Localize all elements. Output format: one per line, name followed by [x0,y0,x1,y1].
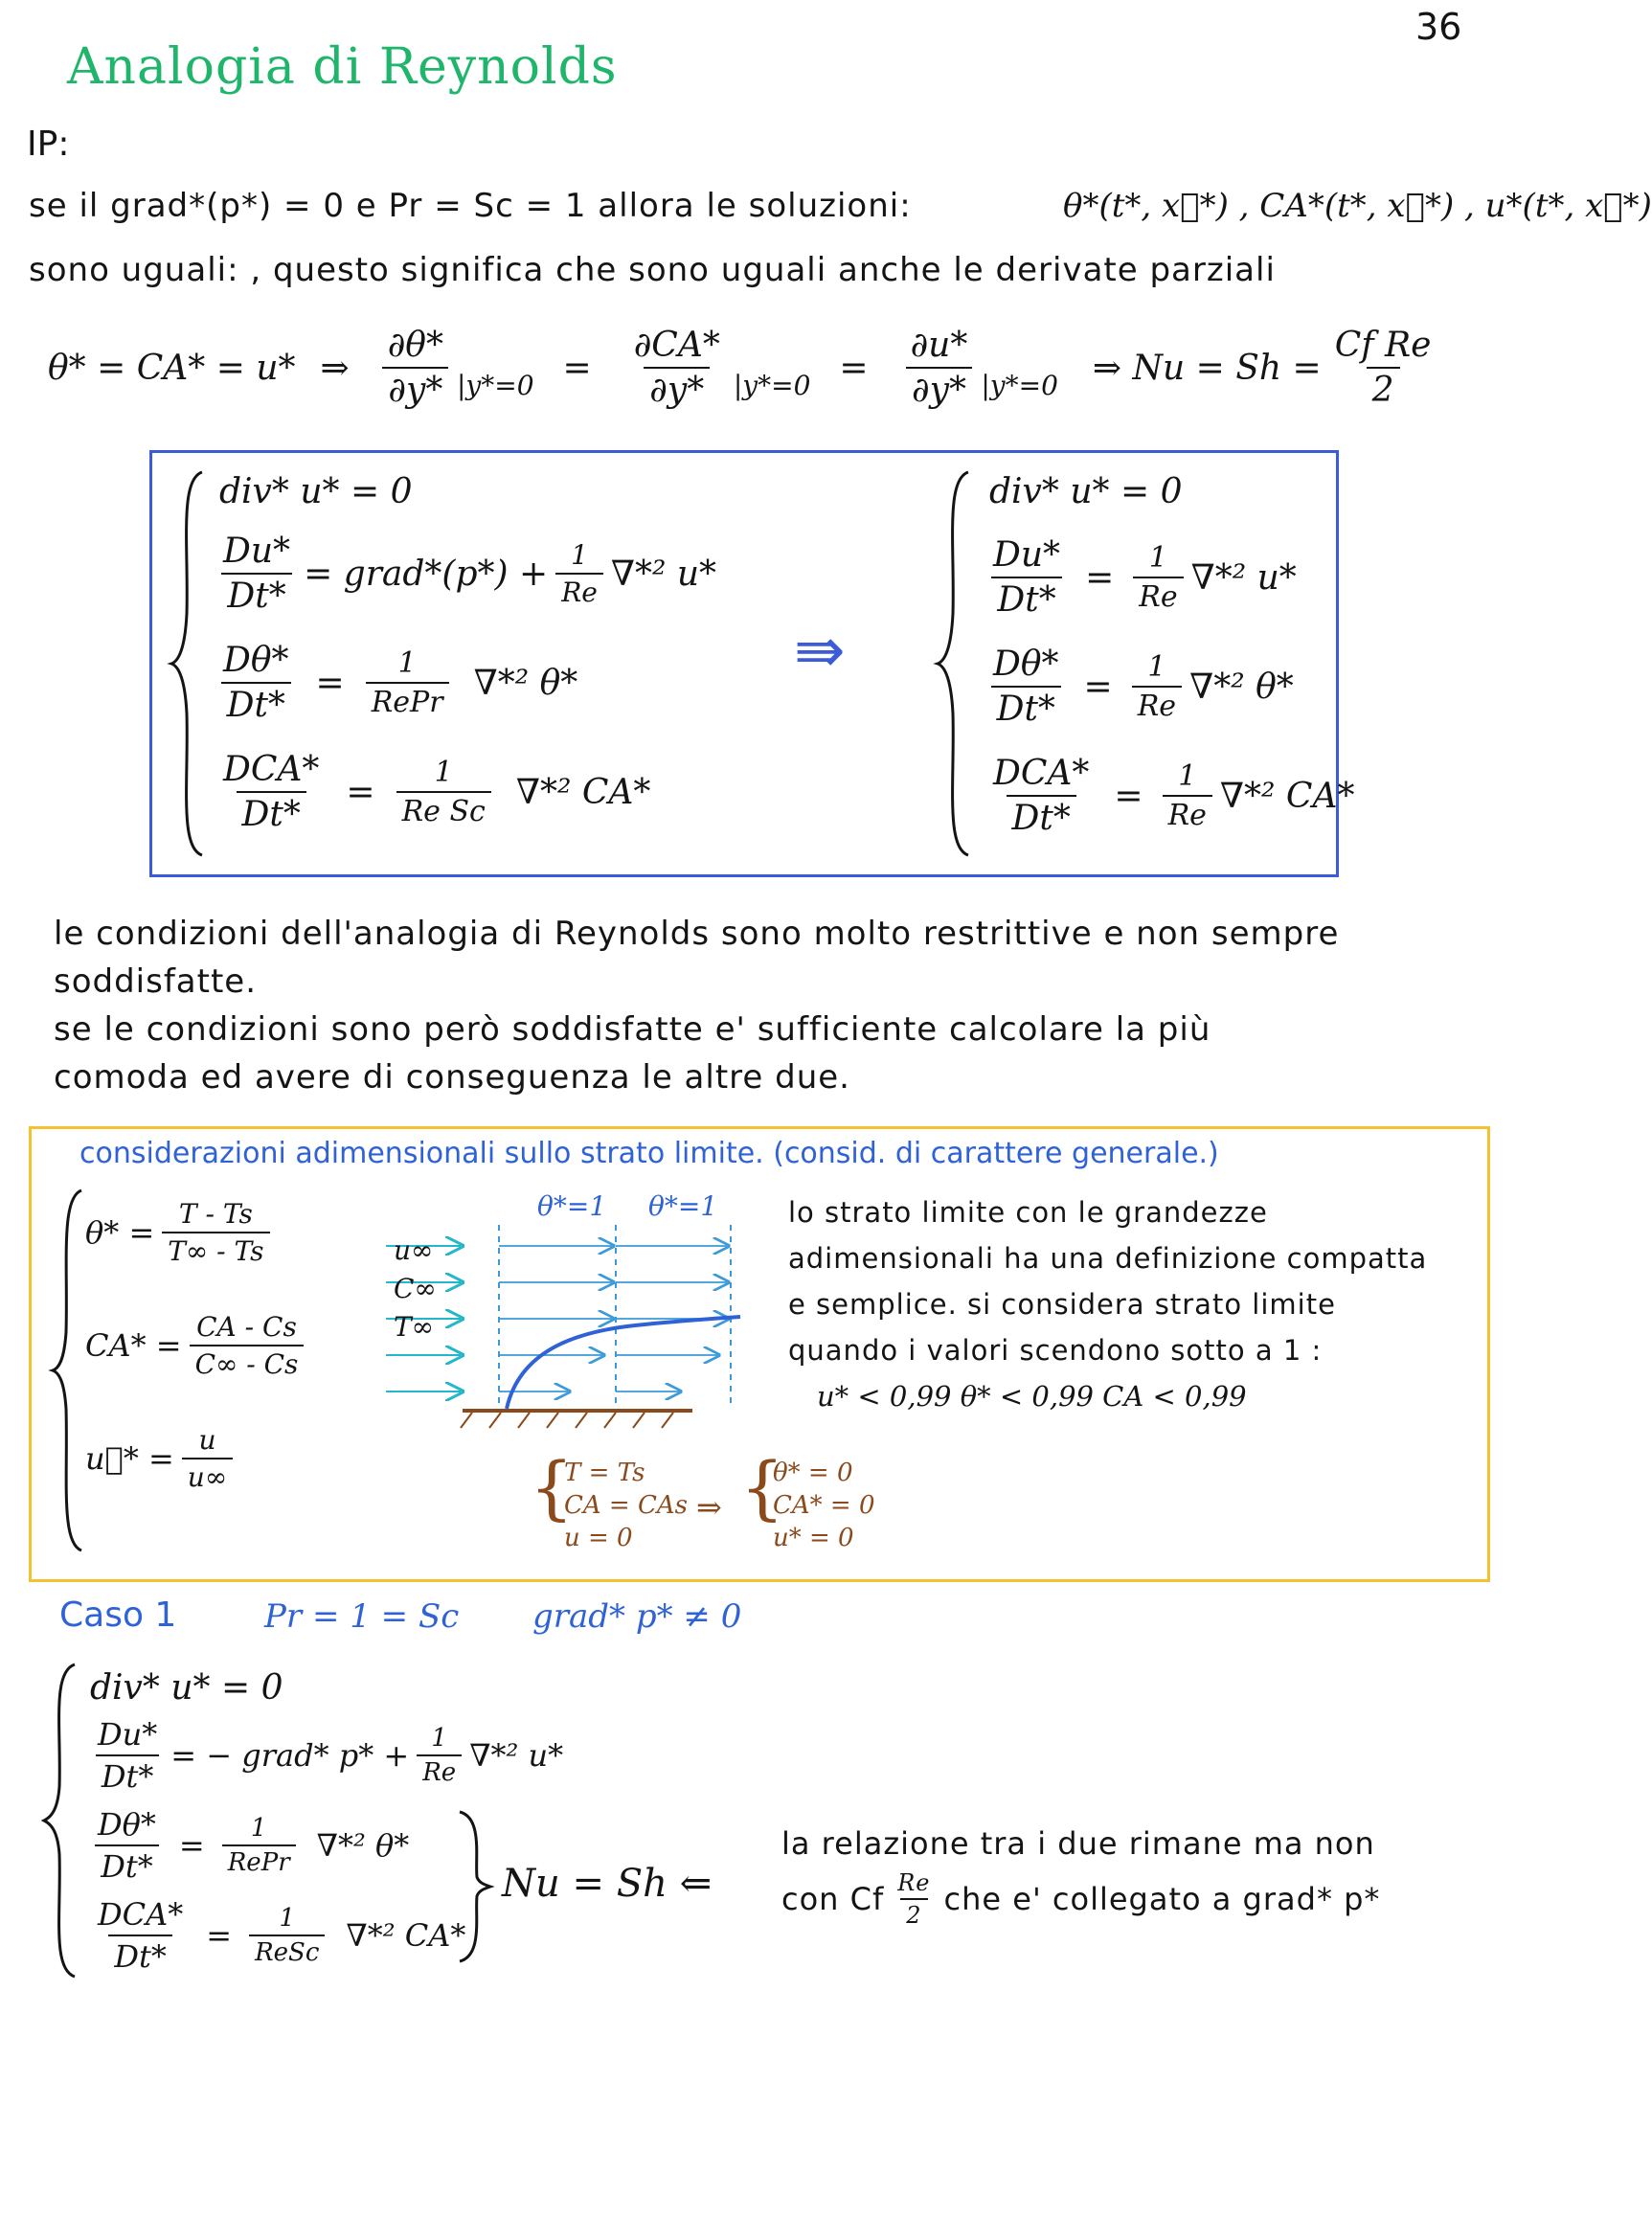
right-en-den: Dt* [991,686,1061,729]
eq-sign-2: = [839,348,869,388]
right-en-tail: ∇*² θ* [1189,667,1294,707]
boundary-layer-box [29,1126,1490,1582]
caso-1-label: Caso 1 [59,1595,177,1635]
caso-1-condition: Pr = 1 = Sc [264,1597,460,1636]
left-sp-den: Dt* [237,791,306,834]
intro-line-2: sono uguali: , questo significa che sono uguali anche le derivate parziali [29,251,1276,289]
right-sp-fden: Re [1163,795,1212,832]
right-mom-num: Du* [993,535,1061,575]
d1-eval: |y*=0 [456,369,534,401]
caso1-sp-fden: ReSc [249,1935,325,1967]
caso1-mom-fden: Re [417,1754,462,1787]
left-mom-den: Dt* [221,573,291,616]
caso1-sp-eq: = [206,1917,233,1954]
caso1-en-eq: = [178,1827,205,1864]
boundary-heading: considerazioni adimensionali sullo strato limite. (consid. di carattere generale.) [79,1137,1219,1170]
def-ca-num: CA - Cs [196,1311,297,1343]
wall-res-2: CA* = 0 [773,1491,875,1520]
left-en-fnum: 1 [397,646,417,680]
d2-den: ∂y* [644,367,710,410]
equations-box [149,450,1355,877]
d2-eval: |y*=0 [733,369,811,401]
caso1-mom-den: Dt* [96,1754,160,1795]
right-en-eq: = [1083,667,1113,707]
left-sp-fden: Re Sc [396,791,491,828]
wall-bc-1: T = Ts [564,1459,645,1487]
right-mom-tail: ∇*² u* [1190,557,1297,598]
left-eq-energy [210,641,577,725]
left-en-num: Dθ* [223,641,289,680]
left-sp-tail: ∇*² CA* [515,772,651,812]
left-eq-momentum [210,532,716,616]
hypothesis-label: IP: [27,124,70,164]
caso1-note-1: la relazione tra i due rimane ma non [781,1825,1375,1862]
right-eq-continuity: div* u* = 0 [989,472,1183,511]
def-u-den: u∞ [182,1458,233,1493]
left-mom-tail: ∇*² u* [610,554,717,594]
left-mom-rhs: = grad*(p*) + [304,554,549,594]
page-title: Analogia di Reynolds [67,38,618,96]
desc-line-5: u* < 0,99 θ* < 0,99 CA < 0,99 [817,1380,1247,1413]
right-mom-fnum: 1 [1148,541,1167,575]
eq-sign-1: = [562,348,592,388]
right-mom-den: Dt* [991,577,1061,620]
caso1-mom-fnum: 1 [431,1724,447,1753]
def-ca-den: C∞ - Cs [190,1345,305,1380]
d3-eval: |y*=0 [981,369,1058,401]
right-sp-den: Dt* [1007,795,1076,838]
right-eq-species [980,754,1354,838]
caso1-en-fnum: 1 [250,1814,267,1843]
intro-line-1a: se il grad*(p*) = 0 e Pr = Sc = 1 allora le soluzioni: [29,187,912,225]
page-number: 36 [1415,6,1462,48]
left-en-fden: RePr [366,682,449,719]
implies-double-arrow: ⇛ [794,616,846,687]
left-mom-fden: Re [555,573,603,608]
definitions-brace [51,1188,85,1552]
caso1-note-2b: che e' collegato a grad* p* [943,1881,1381,1917]
result-num: Cf Re [1334,326,1432,365]
fig-theta-label-2: θ*=1 [648,1190,718,1222]
right-en-fnum: 1 [1147,650,1166,684]
d3-den: ∂y* [906,367,972,410]
right-en-fden: Re [1132,686,1182,723]
left-system-brace [170,470,208,857]
caso1-result-brace [456,1810,494,1963]
wall-bc-3: u = 0 [564,1524,633,1552]
d3-num: ∂u* [910,326,968,365]
def-theta-lhs: θ* = [85,1214,155,1251]
caso-1-grad: grad* p* ≠ 0 [532,1597,742,1636]
left-sp-eq: = [346,772,375,812]
derivative-equality [48,326,1444,410]
caso1-eq-momentum [84,1716,563,1795]
right-sp-eq: = [1114,776,1143,816]
caso1-sp-num: DCA* [98,1896,184,1933]
right-sp-tail: ∇*² CA* [1219,776,1355,816]
wall-res-brace: { [740,1447,784,1527]
caso1-note-num: Re [897,1869,931,1896]
left-eq-continuity: div* u* = 0 [219,472,413,511]
left-en-den: Dt* [221,682,291,725]
fig-u-inf: u∞ [394,1234,434,1266]
caso1-eq-energy [84,1806,409,1885]
desc-line-1: lo strato limite con le grandezze [788,1196,1268,1229]
def-theta-num: T - Ts [178,1198,253,1230]
boundary-layer-figure [376,1187,779,1436]
def-theta-den: T∞ - Ts [162,1232,269,1267]
right-eq-momentum [980,535,1297,620]
def-theta [85,1198,278,1267]
right-sp-fnum: 1 [1178,759,1197,793]
fig-theta-label-1: θ*=1 [537,1190,607,1222]
caso1-en-tail: ∇*² θ* [316,1827,410,1864]
def-u-num: u [198,1424,216,1456]
caso1-en-fden: RePr [222,1844,296,1877]
implies-arrow: ⇒ [320,348,350,388]
paragraph-line-1: le condizioni dell'analogia di Reynolds sono molto restrittive e non sempre [54,915,1340,953]
caso1-mom-tail: ∇*² u* [469,1737,564,1774]
caso1-en-den: Dt* [95,1844,159,1885]
left-sp-fnum: 1 [434,756,453,789]
caso1-en-num: Dθ* [98,1806,156,1843]
caso1-mom-num: Du* [98,1716,158,1753]
paragraph-line-2: soddisfatte. [54,962,258,1001]
paragraph-line-3: se le condizioni sono però soddisfatte e' sufficiente calcolare la più [54,1010,1211,1049]
wall-bc-brace: { [530,1447,574,1527]
left-en-eq: = [315,663,345,703]
left-eq-species [210,750,650,834]
desc-line-2: adimensionali ha una definizione compatta [788,1242,1428,1275]
right-mom-eq: = [1085,557,1115,598]
right-sp-num: DCA* [993,754,1090,793]
paragraph-line-4: comoda ed avere di conseguenza le altre due. [54,1058,850,1097]
equality-lhs: θ* = CA* = u* [48,348,296,388]
left-mom-num: Du* [223,532,291,571]
caso1-eq-species [84,1896,465,1975]
d1-den: ∂y* [382,367,448,410]
d2-num: ∂CA* [633,326,720,365]
left-sp-num: DCA* [223,750,320,789]
caso1-system-brace [42,1663,80,1979]
fig-t-inf: T∞ [394,1311,434,1343]
def-ca-lhs: CA* = [85,1327,182,1364]
wall-res-1: θ* = 0 [773,1459,853,1487]
desc-line-3: e semplice. si considera strato limite [788,1288,1336,1321]
wall-res-3: u* = 0 [773,1524,854,1552]
caso1-eq-continuity: div* u* = 0 [90,1668,283,1708]
caso1-sp-tail: ∇*² CA* [346,1917,466,1954]
def-u-lhs: u⃗* = [85,1440,174,1477]
result-den: 2 [1367,367,1400,410]
caso1-result: Nu = Sh ⇐ [502,1862,713,1906]
caso1-note-den: 2 [900,1898,927,1929]
wall-hatching [461,1413,673,1428]
wall-bc-arrow: ⇒ [696,1489,722,1526]
caso1-sp-fnum: 1 [279,1904,295,1933]
result-nu-sh: ⇒ Nu = Sh = [1092,348,1322,388]
fig-c-inf: C∞ [394,1273,437,1304]
right-en-num: Dθ* [993,645,1059,684]
caso1-sp-den: Dt* [108,1935,172,1975]
d1-num: ∂θ* [387,326,443,365]
right-eq-energy [980,645,1294,729]
left-mom-fnum: 1 [571,539,588,571]
left-en-tail: ∇*² θ* [473,663,578,703]
intro-line-1b: θ*(t*, x⃗*) , CA*(t*, x⃗*) , u*(t*, x⃗*) [1063,187,1652,225]
right-system-brace [936,470,974,857]
caso1-note-2a: con Cf [781,1881,885,1917]
caso1-mom-rhs: = − grad* p* + [170,1737,410,1774]
def-ca [85,1311,311,1380]
def-u [85,1424,240,1493]
wall-bc-2: CA = CAs [564,1491,688,1520]
desc-line-4: quando i valori scendono sotto a 1 : [788,1334,1323,1367]
caso1-note-2 [781,1869,1380,1929]
boundary-layer-edge [507,1317,740,1409]
right-mom-fden: Re [1133,577,1183,614]
